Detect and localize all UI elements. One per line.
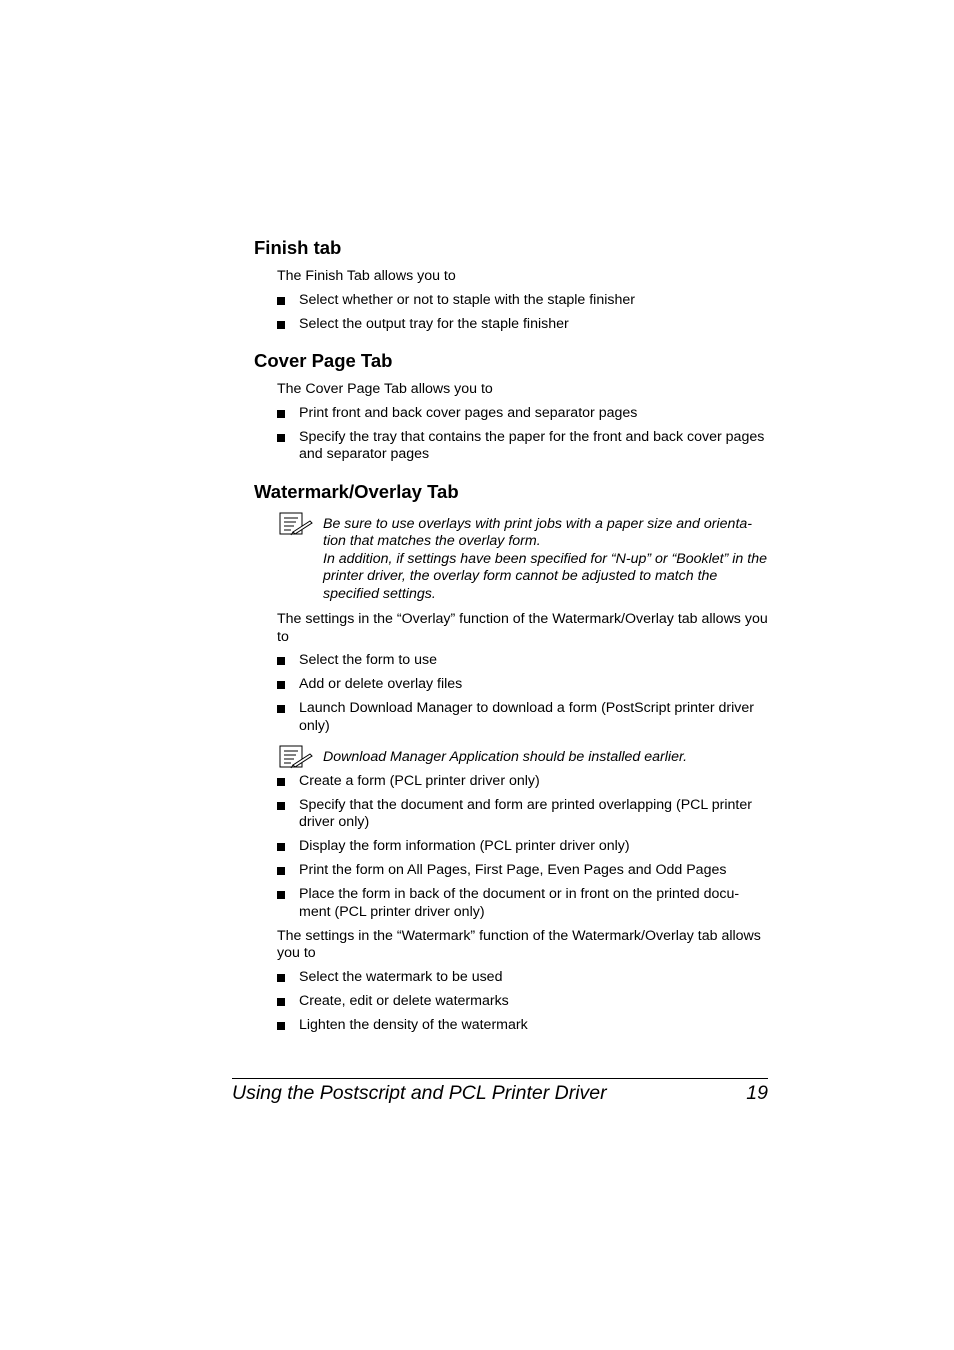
bullet-square-icon (277, 867, 285, 875)
page-content (254, 236, 770, 1050)
overlay-list-b (254, 773, 770, 922)
note-text: Be sure to use overlays with print jobs with a paper size and orienta-tion that matches the overlay form. (323, 515, 752, 549)
note-block (277, 516, 770, 604)
footer-title: Using the Postscript and PCL Printer Driver (232, 1082, 607, 1104)
bullet-square-icon (277, 843, 285, 851)
watermark-list (254, 969, 770, 1035)
list-item: Select the watermark to be used (299, 969, 770, 987)
overlay-intro: The settings in the “Overlay” function of the Watermark/Overlay tab allows you to (277, 611, 768, 645)
finish-tab-section (254, 236, 770, 333)
footer-rule (232, 1078, 768, 1079)
list-item: Print front and back cover pages and separator pages (299, 405, 770, 423)
list-item: Specify that the document and form are printed overlapping (PCL printer driver only) (299, 797, 770, 832)
bullet-square-icon (277, 778, 285, 786)
bullet-square-icon (277, 891, 285, 899)
note-text: In addition, if settings have been specified for “N-up” or “Booklet” in the printer driver, the overlay form cannot be adjusted to match the specified settings. (323, 550, 767, 602)
list-item: Select whether or not to staple with the staple finisher (299, 292, 770, 310)
cover-page-tab-heading: Cover Page Tab (254, 350, 393, 371)
list-item: Lighten the density of the watermark (299, 1017, 770, 1035)
bullet-square-icon (277, 297, 285, 305)
watermark-overlay-tab-section (254, 480, 770, 1035)
list-item: Select the output tray for the staple finisher (299, 316, 770, 334)
list-item: Create, edit or delete watermarks (299, 993, 770, 1011)
overlay-list-a (254, 652, 770, 735)
bullet-square-icon (277, 434, 285, 442)
list-item: Print the form on All Pages, First Page, Even Pages and Odd Pages (299, 862, 770, 880)
watermark-overlay-tab-heading: Watermark/Overlay Tab (254, 480, 459, 502)
list-item: Create a form (PCL printer driver only) (299, 773, 770, 791)
list-item: Display the form information (PCL printer driver only) (299, 838, 770, 856)
list-item: Specify the tray that contains the paper for the front and back cover pages and separator pages (299, 429, 770, 464)
cover-page-tab-intro: The Cover Page Tab allows you to (277, 381, 493, 397)
bullet-square-icon (277, 1022, 285, 1030)
finish-tab-list (254, 292, 770, 334)
note-pencil-icon (279, 512, 313, 536)
list-item: Add or delete overlay files (299, 676, 770, 694)
bullet-square-icon (277, 410, 285, 418)
list-item: Launch Download Manager to download a form (PostScript printer driver only) (299, 700, 770, 735)
bullet-square-icon (277, 321, 285, 329)
finish-tab-heading: Finish tab (254, 237, 342, 258)
note-text: Download Manager Application should be installed earlier. (323, 749, 688, 765)
watermark-intro: The settings in the “Watermark” function of the Watermark/Overlay tab allows you to (277, 927, 761, 961)
note-block (277, 749, 770, 767)
list-item: Select the form to use (299, 652, 770, 670)
cover-page-tab-list (254, 405, 770, 464)
bullet-square-icon (277, 802, 285, 810)
bullet-square-icon (277, 974, 285, 982)
cover-page-tab-section (254, 349, 770, 464)
bullet-square-icon (277, 705, 285, 713)
list-item: Place the form in back of the document or in front on the printed docu-ment (PCL printer driver only) (299, 886, 770, 921)
finish-tab-intro: The Finish Tab allows you to (277, 268, 456, 284)
bullet-square-icon (277, 681, 285, 689)
bullet-square-icon (277, 657, 285, 665)
bullet-square-icon (277, 998, 285, 1006)
note-pencil-icon (279, 745, 313, 769)
page-number: 19 (746, 1082, 768, 1104)
